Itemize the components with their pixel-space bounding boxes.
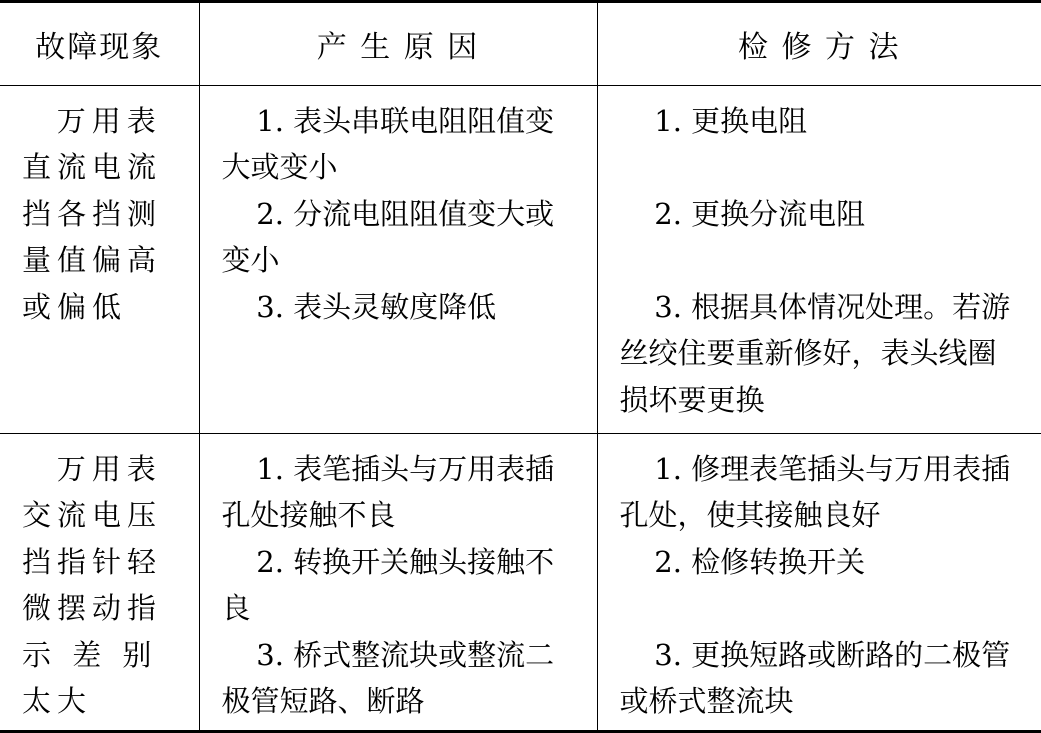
method-item: 3. 更换短路或断路的二极管或桥式整流块 bbox=[619, 637, 1011, 718]
symptom-cell bbox=[0, 85, 199, 433]
symptom-line: 太大 bbox=[22, 684, 93, 718]
cause-item: 1. 表笔插头与万用表插孔处接触不良 bbox=[221, 451, 555, 532]
symptom-cell bbox=[0, 433, 199, 730]
cause-item: 3. 桥式整流块或整流二极管短路、断路 bbox=[221, 637, 555, 718]
symptom-line: 量值偏高 bbox=[22, 243, 163, 277]
cause-cell bbox=[199, 433, 597, 730]
symptom-line: 万用表 bbox=[56, 103, 162, 138]
method-item: 1. 更换电阻 bbox=[654, 103, 808, 138]
method-item: 2. 检修转换开关 bbox=[654, 544, 866, 579]
symptom-line: 微摆动指 bbox=[22, 591, 163, 625]
symptom-line: 交流电压 bbox=[22, 498, 163, 532]
method-cell bbox=[597, 433, 1041, 730]
cause-item: 2. 分流电阻阻值变大或变小 bbox=[221, 196, 555, 277]
method-item: 3. 根据具体情况处理。若游丝绞住要重新修好，表头线圈损坏要更换 bbox=[619, 289, 1011, 417]
symptom-line: 挡指针轻 bbox=[22, 544, 163, 579]
symptom-line: 直流电流 bbox=[22, 150, 163, 184]
symptom-line: 或偏低 bbox=[22, 289, 128, 324]
table-row bbox=[0, 85, 1041, 433]
table-header-row bbox=[0, 3, 1041, 85]
cause-item: 2. 转换开关触头接触不良 bbox=[221, 544, 555, 625]
header-method: 检 修 方 法 bbox=[597, 3, 1041, 85]
table-row bbox=[0, 433, 1041, 730]
cause-cell bbox=[199, 85, 597, 433]
symptom-line: 万用表 bbox=[56, 451, 162, 486]
method-item: 1. 修理表笔插头与万用表插孔处，使其接触良好 bbox=[619, 451, 1011, 532]
cause-item: 1. 表头串联电阻阻值变大或变小 bbox=[221, 103, 555, 184]
fault-table bbox=[0, 3, 1041, 730]
cause-item: 3. 表头灵敏度降低 bbox=[256, 289, 497, 324]
header-symptom: 故障现象 bbox=[0, 3, 199, 85]
symptom-line: 示 差 别 bbox=[22, 637, 158, 672]
method-cell bbox=[597, 85, 1041, 433]
method-item: 2. 更换分流电阻 bbox=[654, 196, 866, 231]
header-cause: 产 生 原 因 bbox=[199, 3, 597, 85]
symptom-line: 挡各挡测 bbox=[22, 196, 163, 231]
